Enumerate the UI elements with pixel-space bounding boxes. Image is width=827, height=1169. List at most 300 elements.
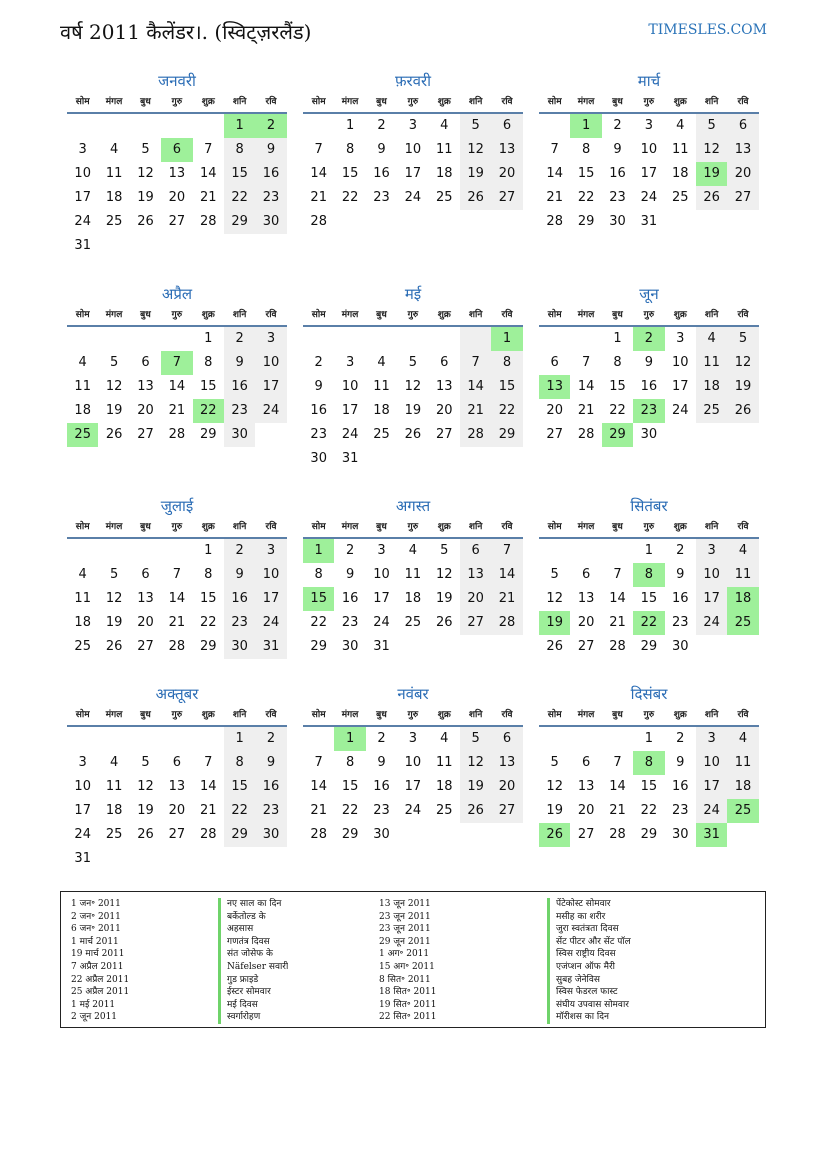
holiday-day-cell: 2 xyxy=(255,114,286,138)
day-cell: 9 xyxy=(224,351,255,375)
day-cell: 6 xyxy=(491,114,522,138)
day-cell: 17 xyxy=(696,587,727,611)
day-cell: 17 xyxy=(74,190,91,205)
empty-day-cell xyxy=(161,234,192,258)
week-row xyxy=(67,775,287,799)
day-cell: 16 xyxy=(255,775,286,799)
week-row xyxy=(303,114,523,138)
empty-day-cell xyxy=(130,847,161,871)
day-cell: 23 xyxy=(224,611,255,635)
day-cell: 12 xyxy=(435,567,453,582)
day-cell: 19 xyxy=(404,403,422,418)
day-cell: 17 xyxy=(255,587,286,611)
day-cell: 13 xyxy=(137,379,154,394)
weekday-label: सोम xyxy=(547,710,562,720)
weekday-label: गुरु xyxy=(407,522,419,532)
empty-day-cell xyxy=(397,210,428,234)
day-cell: 7 xyxy=(613,755,622,770)
empty-day-cell xyxy=(570,727,601,751)
day-cell: 16 xyxy=(224,375,255,399)
day-cell: 12 xyxy=(105,591,123,606)
day-cell: 9 xyxy=(345,567,355,582)
day-cell: 28 xyxy=(609,827,626,842)
weekday-label: शुक्र xyxy=(201,522,215,532)
week-row xyxy=(67,799,287,823)
day-cell: 26 xyxy=(727,399,758,423)
day-cell: 27 xyxy=(727,186,758,210)
day-cell: 2 xyxy=(255,727,286,751)
day-cell: 14 xyxy=(546,166,563,181)
day-cell: 27 xyxy=(577,827,595,842)
day-cell: 15 xyxy=(224,775,255,799)
empty-day-cell xyxy=(67,114,98,138)
weekday-label: बुध xyxy=(140,97,151,107)
day-cell: 15 xyxy=(341,779,359,794)
day-cell: 6 xyxy=(141,567,150,582)
empty-day-cell xyxy=(727,423,758,447)
day-cell: 23 xyxy=(310,427,327,442)
weekday-label: शनि xyxy=(232,710,247,720)
empty-day-cell xyxy=(539,327,570,351)
day-cell: 4 xyxy=(377,355,386,370)
empty-day-cell xyxy=(366,327,397,351)
day-cell: 3 xyxy=(255,539,286,563)
day-cell: 19 xyxy=(105,403,123,418)
day-cell: 6 xyxy=(172,755,181,770)
empty-day-cell xyxy=(366,210,397,234)
weekday-label: बुध xyxy=(612,97,623,107)
empty-day-cell xyxy=(397,823,428,847)
day-cell: 9 xyxy=(377,142,386,157)
day-cell: 23 xyxy=(373,190,390,205)
day-cell: 23 xyxy=(255,799,286,823)
day-cell: 6 xyxy=(460,539,491,563)
weekday-label: मंगल xyxy=(341,522,359,532)
day-cell: 14 xyxy=(577,379,595,394)
day-cell: 30 xyxy=(609,214,626,229)
week-row xyxy=(67,611,287,635)
week-row xyxy=(303,751,523,775)
day-cell: 25 xyxy=(373,427,390,442)
weekday-label: रवि xyxy=(737,97,749,107)
day-cell: 8 xyxy=(224,138,255,162)
holiday-day-cell: 25 xyxy=(727,611,758,635)
day-cell: 15 xyxy=(199,591,217,606)
legend-holiday-date: 25 अप्रैल 2011 xyxy=(71,987,130,998)
week-row xyxy=(303,587,523,611)
legend-holiday-date: 22 अप्रैल 2011 xyxy=(71,974,130,985)
empty-day-cell xyxy=(602,727,633,751)
holiday-day-cell: 7 xyxy=(161,351,192,375)
weekday-label: मंगल xyxy=(577,710,595,720)
day-cell: 10 xyxy=(255,563,286,587)
legend-holiday-name: स्विस फेडरल फास्ट xyxy=(547,986,631,999)
week-row xyxy=(539,399,759,423)
legend-holiday-name: पेंटेकोस्ट सोमवार xyxy=(547,898,631,911)
day-cell: 27 xyxy=(168,827,186,842)
weekday-label: शुक्र xyxy=(437,522,451,532)
month-1 xyxy=(67,70,287,258)
legend-holiday-date: 18 सित॰ 2011 xyxy=(379,987,437,998)
week-row xyxy=(539,327,759,351)
day-cell: 28 xyxy=(199,827,217,842)
legend-holiday-date: 8 सित॰ 2011 xyxy=(379,974,431,985)
day-cell: 11 xyxy=(105,166,123,181)
empty-day-cell xyxy=(460,823,491,847)
day-cell: 21 xyxy=(577,403,595,418)
week-row xyxy=(303,138,523,162)
day-cell: 31 xyxy=(74,238,91,253)
day-cell: 5 xyxy=(696,114,727,138)
week-row xyxy=(539,587,759,611)
weekday-label: शुक्र xyxy=(673,710,687,720)
legend-holiday-name: संघीय उपवास सोमवार xyxy=(547,999,631,1012)
day-cell: 15 xyxy=(609,379,626,394)
day-cell: 30 xyxy=(224,423,255,447)
day-cell: 29 xyxy=(577,214,595,229)
empty-day-cell xyxy=(161,727,192,751)
day-cell: 23 xyxy=(224,399,255,423)
day-cell: 26 xyxy=(435,615,453,630)
weekday-header xyxy=(539,705,759,727)
legend-names-col-2 xyxy=(547,898,631,1024)
day-cell: 27 xyxy=(460,611,491,635)
weekday-label: गुरु xyxy=(643,522,655,532)
day-cell: 17 xyxy=(255,375,286,399)
empty-day-cell xyxy=(429,635,460,659)
day-cell: 12 xyxy=(137,166,154,181)
empty-day-cell xyxy=(491,823,522,847)
day-cell: 5 xyxy=(408,355,417,370)
weekday-label: सोम xyxy=(311,97,326,107)
week-row xyxy=(303,375,523,399)
day-cell: 11 xyxy=(404,567,422,582)
day-cell: 14 xyxy=(310,166,327,181)
legend-holiday-name: स्वर्गारोहण xyxy=(218,1011,288,1024)
legend-holiday-name: जुरा स्वतंत्रता दिवस xyxy=(547,923,631,936)
weekday-label: शुक्र xyxy=(673,522,687,532)
legend-holiday-date: 2 जून 2011 xyxy=(71,1012,118,1023)
day-cell: 9 xyxy=(613,142,622,157)
legend-holiday-name: मॉरीशस का दिन xyxy=(547,1011,631,1024)
month-2 xyxy=(303,70,523,234)
day-cell: 22 xyxy=(640,803,658,818)
day-cell: 13 xyxy=(491,138,522,162)
weekday-header xyxy=(539,305,759,327)
day-cell: 7 xyxy=(172,567,181,582)
day-cell: 1 xyxy=(613,331,622,346)
day-cell: 25 xyxy=(435,190,453,205)
weekday-label: सोम xyxy=(311,710,326,720)
weekday-label: सोम xyxy=(75,310,90,320)
month-name: दिसंबर xyxy=(630,685,668,703)
day-cell: 14 xyxy=(199,166,217,181)
empty-day-cell xyxy=(224,847,255,871)
day-cell: 10 xyxy=(255,351,286,375)
weekday-label: सोम xyxy=(75,97,90,107)
day-cell: 22 xyxy=(341,803,359,818)
legend-holiday-date: 15 अग॰ 2011 xyxy=(379,961,435,972)
empty-day-cell xyxy=(255,847,286,871)
month-name: अक्तूबर xyxy=(155,685,199,703)
empty-day-cell xyxy=(539,539,570,563)
day-cell: 21 xyxy=(546,190,563,205)
day-cell: 3 xyxy=(676,331,685,346)
weekday-label: रवि xyxy=(501,710,513,720)
day-cell: 17 xyxy=(404,166,422,181)
week-row xyxy=(67,327,287,351)
day-cell: 10 xyxy=(671,355,689,370)
legend-holiday-name: गुड फ्राइडे xyxy=(218,974,288,987)
day-cell: 25 xyxy=(404,615,422,630)
legend-holiday-name: संत जोसेफ के xyxy=(218,948,288,961)
holiday-day-cell: 22 xyxy=(633,611,664,635)
weekday-label: रवि xyxy=(265,522,277,532)
weekday-label: गुरु xyxy=(171,310,183,320)
day-cell: 18 xyxy=(105,803,123,818)
empty-day-cell xyxy=(602,539,633,563)
day-cell: 8 xyxy=(314,567,323,582)
weekday-label: गुरु xyxy=(171,710,183,720)
weekday-label: सोम xyxy=(547,97,562,107)
day-cell: 11 xyxy=(671,142,689,157)
day-cell: 2 xyxy=(224,327,255,351)
day-cell: 17 xyxy=(640,166,658,181)
day-cell: 15 xyxy=(491,375,522,399)
week-row xyxy=(539,823,759,847)
weekday-label: शनि xyxy=(232,97,247,107)
legend-holiday-name: स्विस राष्ट्रीय दिवस xyxy=(547,948,631,961)
legend-holiday-name: अहसास xyxy=(218,923,288,936)
day-cell: 12 xyxy=(105,379,123,394)
day-cell: 19 xyxy=(137,803,154,818)
day-cell: 26 xyxy=(105,427,123,442)
day-cell: 30 xyxy=(640,427,658,442)
empty-day-cell xyxy=(161,539,192,563)
day-cell: 24 xyxy=(404,803,422,818)
legend-holiday-date: 22 सित॰ 2011 xyxy=(379,1012,437,1023)
day-cell: 19 xyxy=(137,190,154,205)
week-row xyxy=(67,587,287,611)
day-cell: 21 xyxy=(168,615,186,630)
holiday-day-cell: 25 xyxy=(727,799,758,823)
day-cell: 17 xyxy=(74,803,91,818)
weekday-label: सोम xyxy=(547,310,562,320)
day-cell: 23 xyxy=(255,186,286,210)
day-cell: 25 xyxy=(74,639,91,654)
day-cell: 10 xyxy=(74,166,91,181)
week-row xyxy=(303,210,523,234)
weekday-label: गुरु xyxy=(171,522,183,532)
weekday-header xyxy=(303,305,523,327)
legend-holiday-name: सेंट पीटर और सेंट पॉल xyxy=(547,936,631,949)
weekday-label: रवि xyxy=(501,310,513,320)
day-cell: 30 xyxy=(224,635,255,659)
day-cell: 9 xyxy=(255,751,286,775)
empty-day-cell xyxy=(193,114,224,138)
empty-day-cell xyxy=(665,210,696,234)
legend-dates-col-1 xyxy=(71,898,129,1024)
day-cell: 31 xyxy=(640,214,658,229)
day-cell: 9 xyxy=(255,138,286,162)
day-cell: 12 xyxy=(727,351,758,375)
day-cell: 2 xyxy=(377,118,386,133)
day-cell: 3 xyxy=(345,355,355,370)
day-cell: 18 xyxy=(435,779,453,794)
weekday-label: गुरु xyxy=(643,310,655,320)
day-cell: 11 xyxy=(435,755,453,770)
site-link[interactable]: TIMESLES.COM xyxy=(648,22,767,38)
legend-holiday-name: एजंप्शन ऑफ मैरी xyxy=(547,961,631,974)
week-row xyxy=(303,186,523,210)
day-cell: 30 xyxy=(373,827,390,842)
day-cell: 29 xyxy=(310,639,327,654)
week-row xyxy=(67,351,287,375)
day-cell: 22 xyxy=(491,399,522,423)
day-cell: 19 xyxy=(105,615,123,630)
day-cell: 17 xyxy=(404,779,422,794)
day-cell: 21 xyxy=(199,803,217,818)
weekday-label: सोम xyxy=(311,310,326,320)
day-cell: 22 xyxy=(609,403,626,418)
day-cell: 20 xyxy=(137,403,154,418)
weekday-label: शनि xyxy=(468,522,483,532)
day-cell: 30 xyxy=(310,451,327,466)
empty-day-cell xyxy=(303,114,334,138)
empty-day-cell xyxy=(255,423,286,447)
week-row xyxy=(303,162,523,186)
day-cell: 5 xyxy=(440,543,449,558)
day-cell: 5 xyxy=(141,142,150,157)
day-cell: 12 xyxy=(546,591,563,606)
weekday-label: मंगल xyxy=(105,710,123,720)
month-name: जुलाई xyxy=(160,497,194,515)
holiday-day-cell: 23 xyxy=(633,399,664,423)
day-cell: 5 xyxy=(727,327,758,351)
day-cell: 11 xyxy=(373,379,390,394)
day-cell: 1 xyxy=(644,731,653,746)
empty-day-cell xyxy=(98,847,129,871)
day-cell: 13 xyxy=(460,563,491,587)
week-row xyxy=(303,799,523,823)
empty-day-cell xyxy=(334,327,365,351)
day-cell: 21 xyxy=(199,190,217,205)
month-name: अप्रैल xyxy=(161,285,193,303)
day-cell: 24 xyxy=(74,214,91,229)
day-cell: 26 xyxy=(460,799,491,823)
weekday-label: मंगल xyxy=(577,522,595,532)
day-cell: 24 xyxy=(640,190,658,205)
day-cell: 14 xyxy=(609,779,626,794)
day-cell: 2 xyxy=(676,543,685,558)
day-cell: 1 xyxy=(644,543,653,558)
week-row xyxy=(539,114,759,138)
week-row xyxy=(303,727,523,751)
day-cell: 1 xyxy=(204,331,213,346)
day-cell: 3 xyxy=(644,118,653,133)
day-cell: 28 xyxy=(310,827,327,842)
day-cell: 3 xyxy=(696,727,727,751)
empty-day-cell xyxy=(429,327,460,351)
legend-holiday-date: 19 मार्च 2011 xyxy=(71,949,125,960)
legend-holiday-date: 7 अप्रैल 2011 xyxy=(71,961,124,972)
weekday-label: सोम xyxy=(75,522,90,532)
day-cell: 7 xyxy=(550,142,559,157)
month-name: नवंबर xyxy=(397,685,429,703)
week-row xyxy=(67,399,287,423)
holiday-day-cell: 18 xyxy=(727,587,758,611)
empty-day-cell xyxy=(334,210,365,234)
month-name: अगस्त xyxy=(395,497,431,515)
holiday-day-cell: 15 xyxy=(303,587,334,611)
weekday-label: शुक्र xyxy=(437,97,451,107)
weekday-label: गुरु xyxy=(407,710,419,720)
holiday-day-cell: 25 xyxy=(67,423,98,447)
day-cell: 2 xyxy=(314,355,323,370)
day-cell: 16 xyxy=(310,403,327,418)
day-cell: 17 xyxy=(671,379,689,394)
day-cell: 6 xyxy=(581,755,591,770)
day-cell: 4 xyxy=(440,118,449,133)
day-cell: 10 xyxy=(696,751,727,775)
empty-day-cell xyxy=(429,823,460,847)
day-cell: 2 xyxy=(224,539,255,563)
day-cell: 18 xyxy=(727,775,758,799)
day-cell: 9 xyxy=(676,567,685,582)
month-7 xyxy=(67,495,287,659)
empty-day-cell xyxy=(130,327,161,351)
weekday-label: शुक्र xyxy=(201,310,215,320)
day-cell: 8 xyxy=(581,142,591,157)
day-cell: 16 xyxy=(671,779,689,794)
empty-day-cell xyxy=(460,635,491,659)
day-cell: 15 xyxy=(224,162,255,186)
holiday-day-cell: 6 xyxy=(161,138,192,162)
weekday-label: बुध xyxy=(376,710,387,720)
holiday-day-cell: 22 xyxy=(193,399,224,423)
month-5 xyxy=(303,283,523,471)
week-row xyxy=(67,727,287,751)
day-cell: 16 xyxy=(373,779,390,794)
week-row xyxy=(67,847,287,871)
day-cell: 7 xyxy=(460,351,491,375)
day-cell: 27 xyxy=(546,427,563,442)
day-cell: 14 xyxy=(310,779,327,794)
empty-day-cell xyxy=(161,114,192,138)
weekday-header xyxy=(67,92,287,114)
day-cell: 10 xyxy=(640,142,658,157)
day-cell: 9 xyxy=(644,355,653,370)
day-cell: 19 xyxy=(546,803,563,818)
weekday-label: रवि xyxy=(737,310,749,320)
day-cell: 27 xyxy=(137,639,154,654)
day-cell: 3 xyxy=(408,118,417,133)
weekday-label: मंगल xyxy=(577,97,595,107)
day-cell: 23 xyxy=(671,803,689,818)
week-row xyxy=(67,234,287,258)
day-cell: 16 xyxy=(609,166,626,181)
week-row xyxy=(67,210,287,234)
weekday-label: मंगल xyxy=(341,97,359,107)
week-row xyxy=(67,539,287,563)
day-cell: 21 xyxy=(310,190,327,205)
weekday-label: बुध xyxy=(140,310,151,320)
week-row xyxy=(539,138,759,162)
weekday-header xyxy=(539,517,759,539)
day-cell: 14 xyxy=(168,591,186,606)
day-cell: 15 xyxy=(341,166,359,181)
holiday-day-cell: 29 xyxy=(602,423,633,447)
